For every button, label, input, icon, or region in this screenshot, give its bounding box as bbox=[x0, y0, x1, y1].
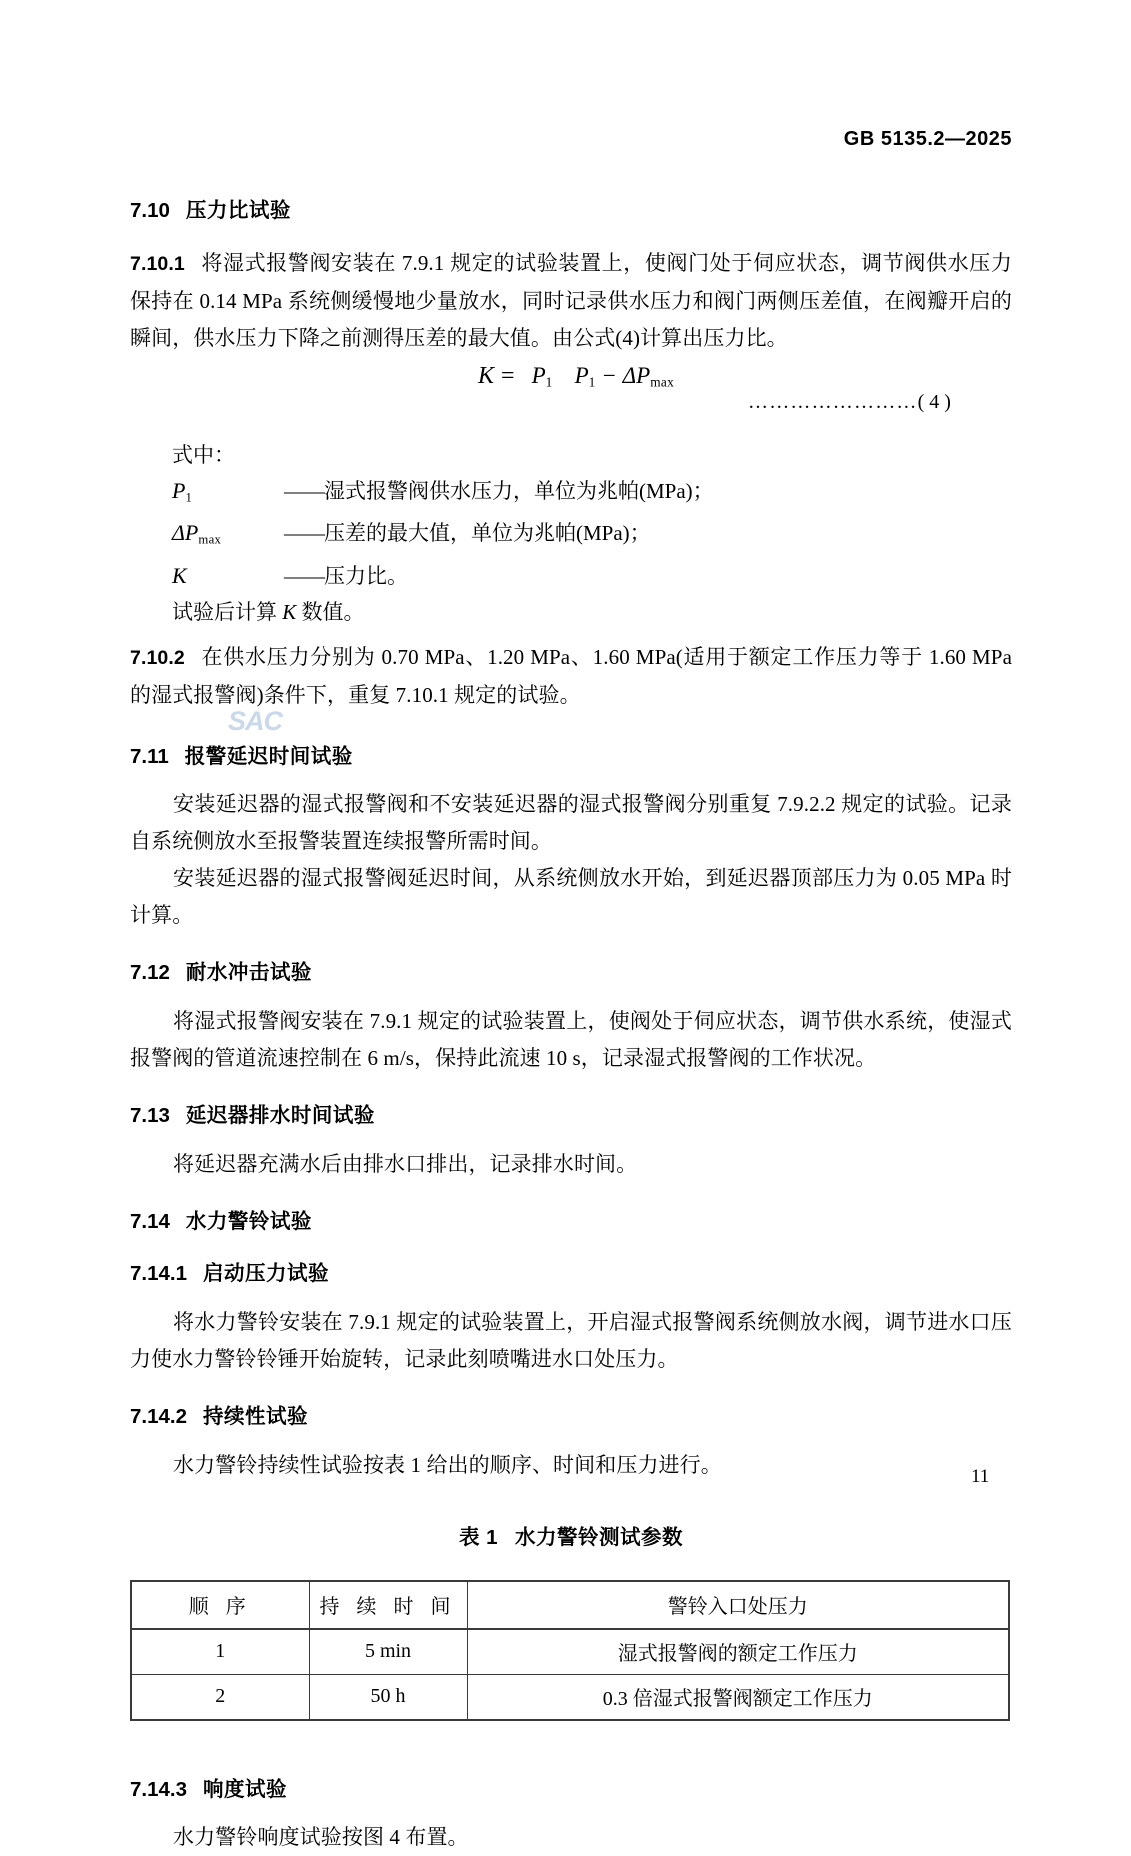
heading-7-14-2-number: 7.14.2 bbox=[130, 1404, 187, 1428]
formula-denominator bbox=[569, 361, 680, 388]
heading-7-14-3-title: 响度试验 bbox=[203, 1777, 287, 1801]
paragraph-7-10-2-text: 在供水压力分别为 0.70 MPa、1.20 MPa、1.60 MPa(适用于额定工作压力等于 1.60 MPa 的湿式报警阀)条件下，重复 7.10.1 规定的试验。 bbox=[130, 644, 1012, 707]
where-label: 式中： bbox=[172, 442, 235, 467]
formula-denom-delta-sub: max bbox=[650, 374, 675, 390]
heading-7-12-title: 耐水冲击试验 bbox=[185, 961, 312, 985]
table-cell-pressure-1: 湿式报警阀的额定工作压力 bbox=[467, 1629, 1009, 1675]
heading-7-14-1 bbox=[130, 1261, 1012, 1288]
paragraph-7-14-1-1: 将水力警铃安装在 7.9.1 规定的试验装置上，开启湿式报警阀系统侧放水阀，调节进水口压力使水力警铃铃锤开始旋转，记录此刻喷嘴进水口处压力。 bbox=[130, 1309, 1012, 1371]
formula-4 bbox=[478, 363, 680, 391]
running-header: GB 5135.2—2025 bbox=[843, 128, 1012, 150]
formula-fraction bbox=[522, 363, 681, 391]
formula-denom-delta: ΔP bbox=[622, 362, 651, 388]
where-item-1 bbox=[172, 515, 1012, 558]
where-item-2-symbol-base: K bbox=[172, 562, 187, 588]
where-item-0 bbox=[172, 473, 1012, 516]
where-item-2-dash: —— bbox=[284, 563, 324, 588]
where-item-0-dash: —— bbox=[284, 478, 324, 503]
heading-7-14 bbox=[130, 1209, 1012, 1236]
formula-numerator bbox=[522, 363, 563, 389]
table-row bbox=[131, 1674, 1009, 1720]
formula-4-row bbox=[130, 363, 1012, 437]
paragraph-7-10-2-number: 7.10.2 bbox=[130, 646, 185, 669]
heading-7-14-3 bbox=[130, 1777, 1012, 1804]
heading-7-11 bbox=[130, 744, 1012, 771]
where-after-pre: 试验后计算 bbox=[172, 599, 283, 624]
paragraph-7-11-1: 安装延迟器的湿式报警阀和不安装延迟器的湿式报警阀分别重复 7.9.2.2 规定的试验。记录自系统侧放水至报警装置连续报警所需时间。 bbox=[130, 792, 1012, 854]
page-number: 11 bbox=[971, 1466, 990, 1487]
where-item-2-definition: 压力比。 bbox=[324, 563, 408, 588]
where-item-1-dash: —— bbox=[284, 521, 324, 546]
table-header-row bbox=[131, 1581, 1009, 1629]
heading-7-14-number: 7.14 bbox=[130, 1209, 170, 1233]
formula-denom-p-sub: 1 bbox=[588, 374, 596, 390]
where-after-var: K bbox=[282, 599, 297, 624]
paragraph-7-11-2: 安装延迟器的湿式报警阀延迟时间，从系统侧放水开始，到延迟器顶部压力为 0.05 MPa 时计算。 bbox=[130, 866, 1012, 928]
where-after-text bbox=[172, 594, 1012, 630]
page-content bbox=[130, 0, 1012, 1856]
where-item-1-symbol bbox=[172, 515, 284, 558]
where-item-1-symbol-base: ΔP bbox=[172, 520, 199, 546]
paragraph-7-10-1-number: 7.10.1 bbox=[130, 252, 185, 275]
heading-7-14-3-number: 7.14.3 bbox=[130, 1777, 187, 1801]
formula-leader-dots: …………………… bbox=[748, 390, 918, 413]
table-header-pressure: 警铃入口处压力 bbox=[467, 1581, 1009, 1629]
formula-denom-p: P bbox=[574, 362, 589, 388]
heading-7-14-title: 水力警铃试验 bbox=[185, 1209, 312, 1233]
heading-7-10 bbox=[130, 198, 1012, 225]
heading-7-14-2-title: 持续性试验 bbox=[203, 1404, 308, 1428]
where-item-1-definition: 压差的最大值，单位为兆帕(MPa)； bbox=[324, 521, 651, 546]
heading-7-14-2 bbox=[130, 1404, 1012, 1431]
paragraph-7-10-1 bbox=[130, 245, 1012, 357]
formula-equals: = bbox=[501, 363, 515, 389]
where-item-2-symbol bbox=[172, 558, 284, 594]
heading-7-14-1-number: 7.14.1 bbox=[130, 1262, 187, 1286]
formula-numerator-sub: 1 bbox=[545, 374, 553, 390]
heading-7-13-number: 7.13 bbox=[130, 1104, 170, 1128]
paragraph-7-14-2-1: 水力警铃持续性试验按表 1 给出的顺序、时间和压力进行。 bbox=[173, 1452, 722, 1477]
table-header-duration: 持 续 时 间 bbox=[309, 1581, 467, 1629]
heading-7-10-number: 7.10 bbox=[130, 199, 170, 222]
table-row bbox=[131, 1629, 1009, 1675]
formula-numerator-base: P bbox=[531, 362, 546, 388]
table-1-caption-label: 表 1 bbox=[458, 1525, 499, 1549]
heading-7-11-title: 报警延迟时间试验 bbox=[184, 744, 353, 768]
formula-4-number: ( 4 ) bbox=[917, 390, 951, 413]
paragraph-7-14-3-1: 水力警铃响度试验按图 4 布置。 bbox=[173, 1825, 469, 1850]
where-block bbox=[172, 437, 1012, 630]
formula-denom-minus: − bbox=[601, 362, 617, 388]
table-cell-duration-2: 50 h bbox=[309, 1674, 467, 1720]
formula-4-number-group bbox=[748, 391, 951, 414]
table-1-caption-title: 水力警铃测试参数 bbox=[515, 1525, 684, 1549]
where-after-post: 数值。 bbox=[296, 599, 365, 624]
where-item-0-symbol-sub: 1 bbox=[185, 490, 193, 505]
table-cell-pressure-2: 0.3 倍湿式报警阀额定工作压力 bbox=[467, 1674, 1009, 1720]
where-item-0-symbol bbox=[172, 473, 284, 516]
table-header-sequence: 顺 序 bbox=[131, 1581, 309, 1629]
where-item-1-symbol-sub: max bbox=[198, 532, 222, 547]
where-item-2 bbox=[172, 558, 1012, 594]
table-cell-sequence-1: 1 bbox=[131, 1629, 309, 1675]
table-cell-sequence-2: 2 bbox=[131, 1674, 309, 1720]
paragraph-7-13-1: 将延迟器充满水后由排水口排出，记录排水时间。 bbox=[173, 1151, 638, 1176]
table-cell-duration-1: 5 min bbox=[309, 1629, 467, 1675]
heading-7-11-number: 7.11 bbox=[130, 744, 169, 768]
table-1-hydraulic-alarm-bell-parameters bbox=[130, 1580, 1010, 1721]
heading-7-13-title: 延迟器排水时间试验 bbox=[185, 1104, 375, 1128]
heading-7-10-title: 压力比试验 bbox=[185, 199, 291, 222]
sac-watermark: SAC bbox=[228, 706, 283, 736]
formula-lhs: K bbox=[478, 363, 495, 389]
heading-7-12 bbox=[130, 960, 1012, 987]
paragraph-7-10-1-text: 将湿式报警阀安装在 7.9.1 规定的试验装置上，使阀门处于伺应状态，调节阀供水压力保持在 0.14 MPa 系统侧缓慢地少量放水，同时记录供水压力和阀门两侧压差值，在阀瓣开启的瞬间，供水压力下降之前测得压差的最大值。由公式(4)计算出压力比。 bbox=[130, 250, 1012, 350]
paragraph-7-12-1: 将湿式报警阀安装在 7.9.1 规定的试验装置上，使阀处于伺应状态，调节供水系统，使湿式报警阀的管道流速控制在 6 m/s，保持此流速 10 s，记录湿式报警阀的工作状况。 bbox=[130, 1009, 1012, 1071]
heading-7-13 bbox=[130, 1103, 1012, 1130]
where-item-0-definition: 湿式报警阀供水压力，单位为兆帕(MPa)； bbox=[324, 478, 714, 503]
heading-7-14-1-title: 启动压力试验 bbox=[203, 1262, 329, 1286]
table-1-caption bbox=[130, 1520, 1012, 1550]
heading-7-12-number: 7.12 bbox=[130, 961, 170, 985]
where-item-0-symbol-base: P bbox=[172, 477, 186, 503]
paragraph-7-10-2 bbox=[130, 639, 1012, 714]
